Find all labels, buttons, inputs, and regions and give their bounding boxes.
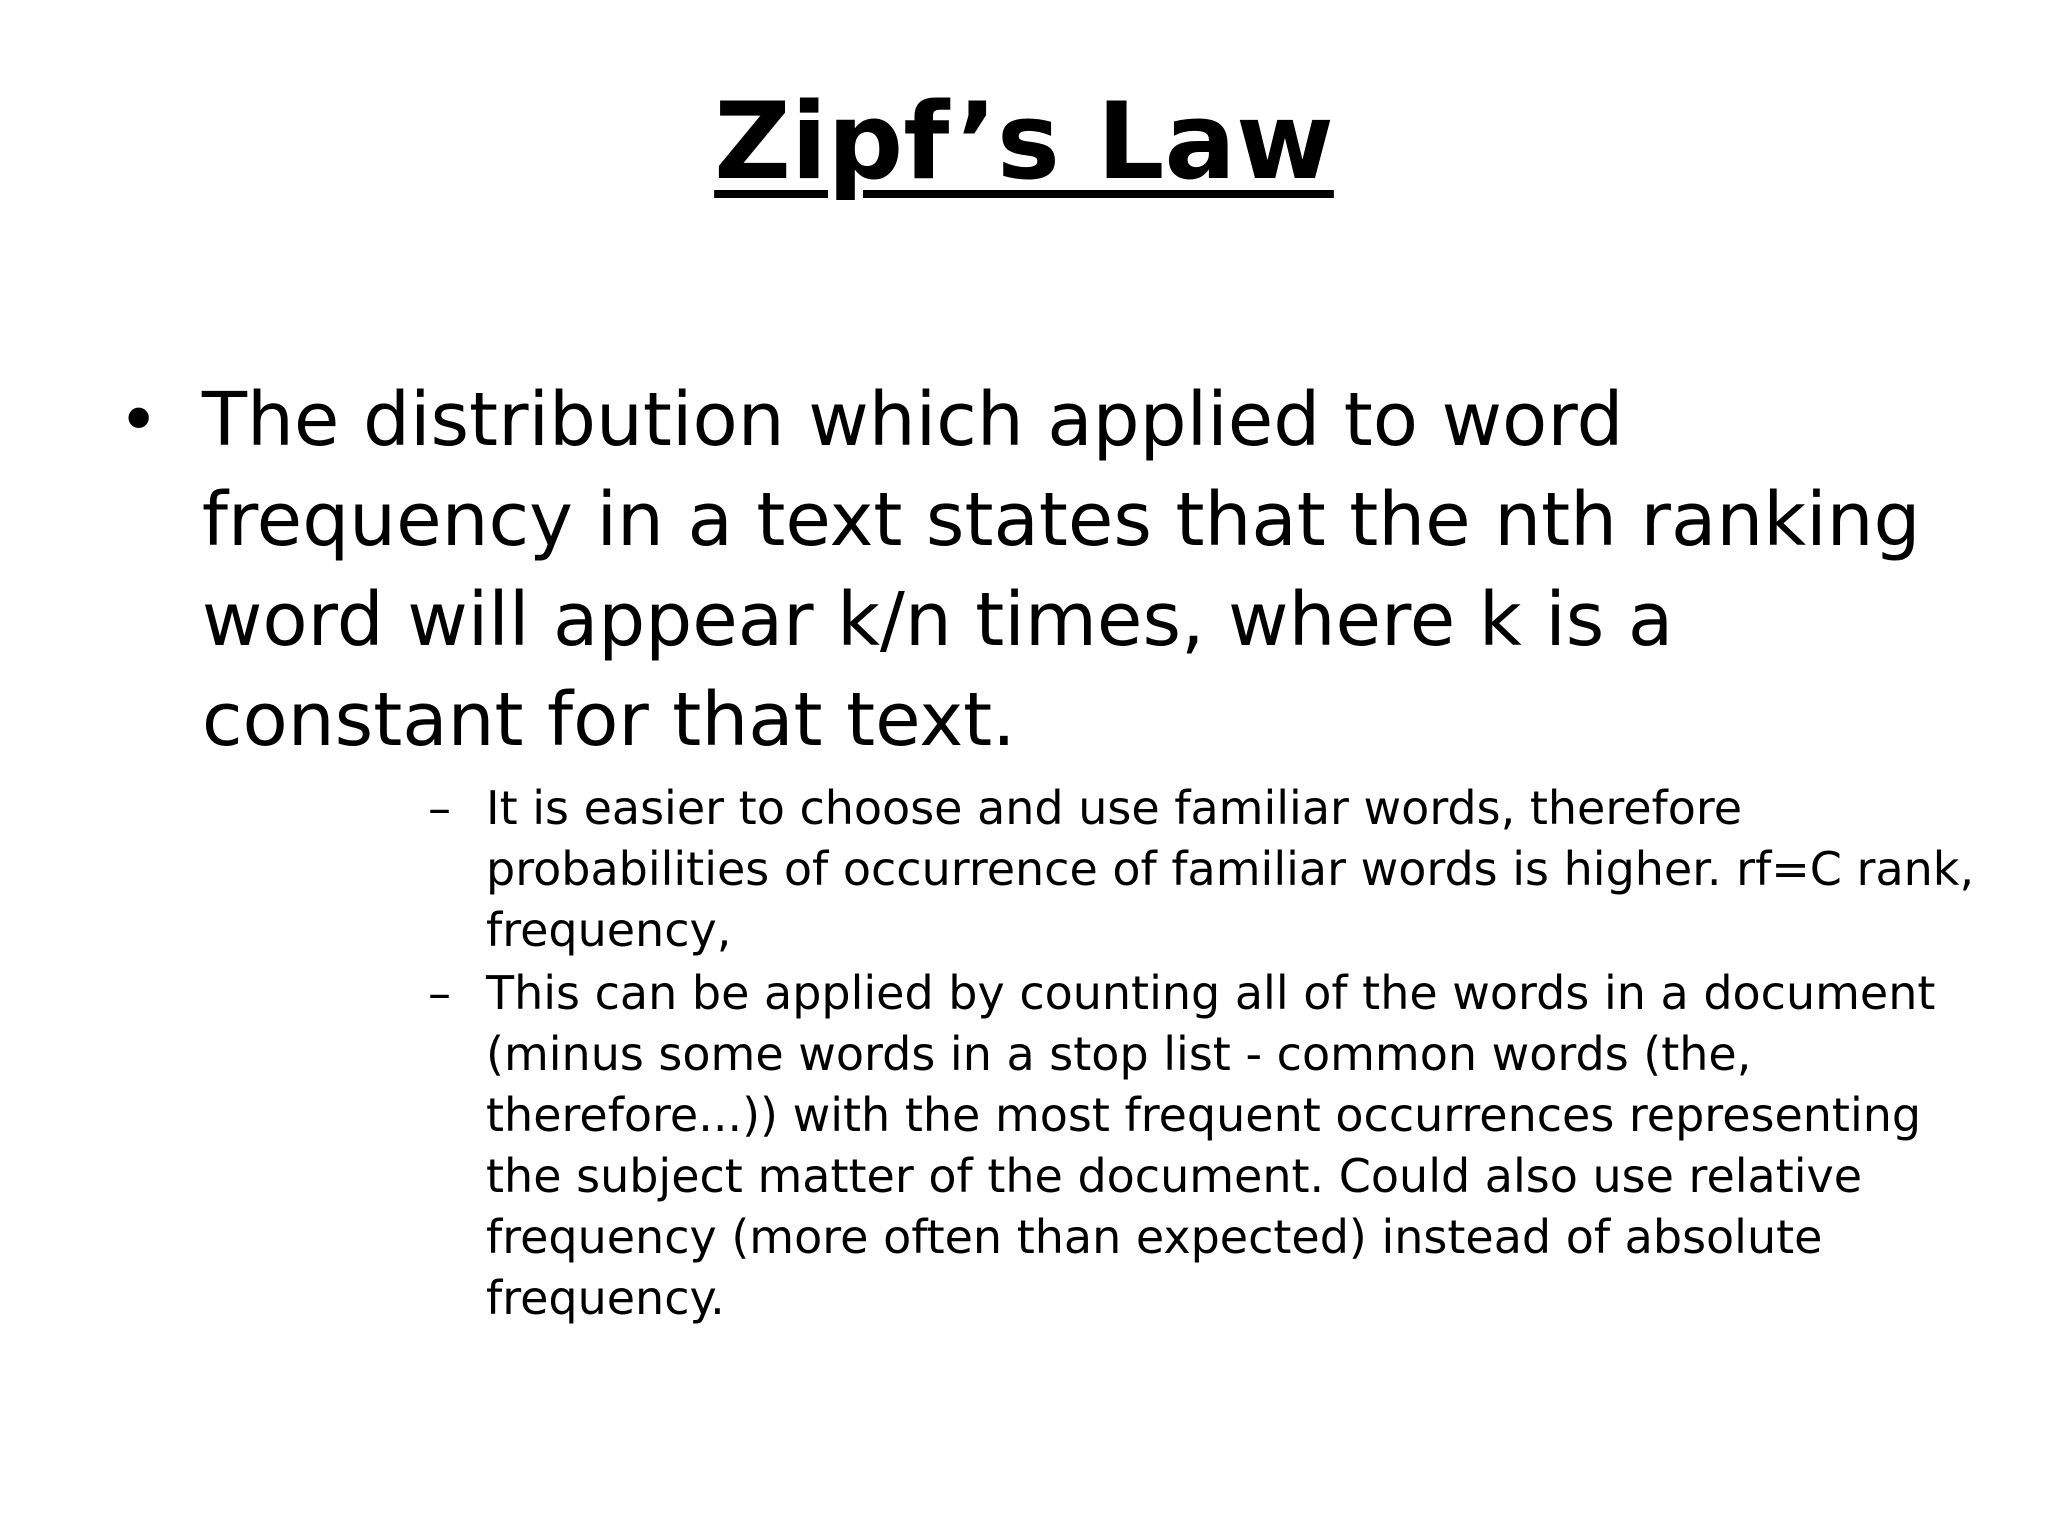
sub-bullet-text: This can be applied by counting all of the words in a document (minus some words in a stop list - common words (the, therefore...)) with the most frequent occurrences representing the subject matter of the document. Could also use relative frequency (more often than expected) instead of absolute frequency. xyxy=(486,966,1936,1325)
dash-marker: – xyxy=(428,781,451,835)
dash-marker: – xyxy=(428,966,451,1020)
sub-bullet-list xyxy=(428,778,2008,1331)
sub-bullet xyxy=(428,963,2008,1329)
main-bullet-text: The distribution which applied to word frequency in a text states that the nth ranking word will appear k/n times, where k is a constant for that text. xyxy=(201,377,1921,763)
bullet-marker: • xyxy=(118,379,160,461)
slide-title: Zipf’s Law xyxy=(714,80,1334,203)
sub-bullet xyxy=(428,778,2008,961)
main-bullet xyxy=(118,370,1938,770)
sub-bullet-text: It is easier to choose and use familiar words, therefore probabilities of occurrence of familiar words is higher. rf=C rank, frequency, xyxy=(486,781,1975,957)
